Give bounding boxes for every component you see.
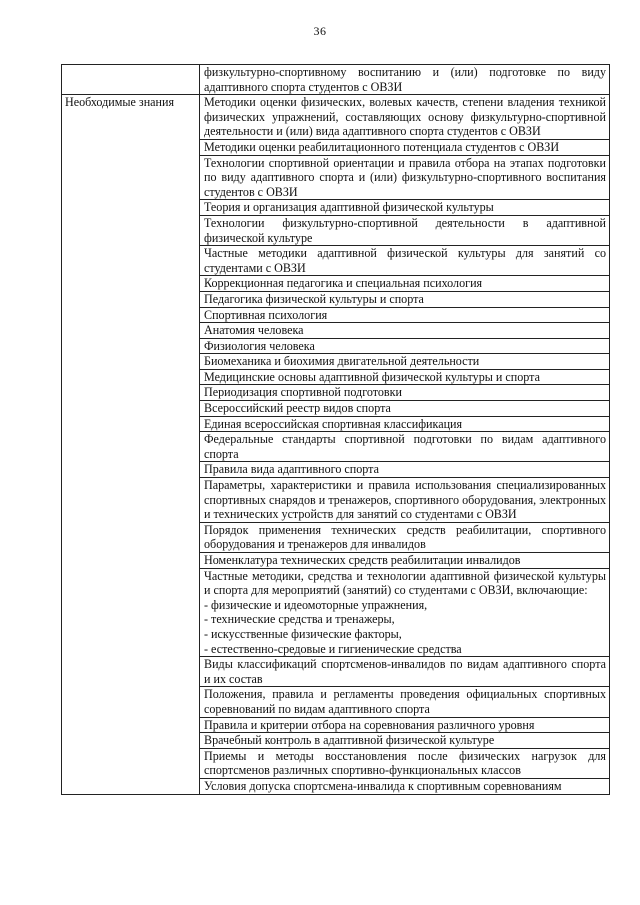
requirement-text: Биомеханика и биохимия двигательной деятельности [204, 354, 480, 369]
table-row [62, 95, 610, 140]
requirement-cell [200, 385, 610, 401]
requirement-text: Всероссийский реестр видов спорта [204, 401, 391, 416]
requirement-cell [200, 733, 610, 749]
requirement-list-item: - технические средства и тренажеры, [204, 612, 395, 627]
requirement-cell [200, 478, 610, 523]
requirement-cell [200, 139, 610, 155]
requirement-text: Номенклатура технических средств реабилитации инвалидов [204, 553, 521, 567]
requirement-text: Виды классификаций спортсменов-инвалидов по видам адаптивного спорта и их состав [204, 657, 606, 686]
requirements-table [61, 64, 610, 795]
requirement-cell [200, 95, 610, 140]
requirement-cell [200, 462, 610, 478]
requirement-text: Параметры, характеристики и правила использования специализированных спортивных снарядов и тренажеров, спортивного оборудования, электронных и технических устройств для занятий со студентами с ОВЗИ [204, 478, 606, 522]
requirement-text: Спортивная психология [204, 307, 328, 322]
requirement-text: Частные методики адаптивной физической культуры для занятий со студентами с ОВЗИ [204, 246, 606, 275]
requirement-text: Методики оценки реабилитационного потенциала студентов с ОВЗИ [204, 139, 560, 154]
requirement-text: Коррекционная педагогика и специальная психология [204, 276, 483, 291]
requirement-cell [200, 200, 610, 216]
requirement-cell [200, 687, 610, 717]
requirement-cell [200, 416, 610, 432]
requirement-cell [200, 155, 610, 200]
requirement-text: Положения, правила и регламенты проведения официальных спортивных соревнований по видам адаптивного спорта [204, 687, 606, 716]
requirement-text: Физиология человека [204, 338, 315, 353]
requirement-list-item: - естественно-средовые и гигиенические средства [204, 641, 462, 656]
requirement-cell [200, 276, 610, 292]
requirement-text: Порядок применения технических средств реабилитации, спортивного оборудования и тренажеров для инвалидов [204, 522, 606, 552]
requirement-cell [200, 748, 610, 778]
label-cell-required-knowledge: Необходимые знания [62, 95, 200, 794]
requirement-cell [200, 291, 610, 307]
requirement-cell [200, 401, 610, 417]
requirement-text: Единая всероссийская спортивная классификация [204, 416, 463, 431]
requirement-cell [200, 307, 610, 323]
requirement-text: Врачебный контроль в адаптивной физической культуре [204, 733, 495, 748]
requirement-cell [200, 657, 610, 687]
requirement-text: Медицинские основы адаптивной физической культуры и спорта [204, 369, 540, 384]
requirement-text: Правила и критерии отбора на соревнования различного уровня [204, 717, 535, 732]
requirement-cell [200, 338, 610, 354]
table-body [62, 65, 610, 795]
requirement-text: Правила вида адаптивного спорта [204, 462, 379, 477]
requirement-cell [200, 568, 610, 657]
requirement-text: Условия допуска спортсмена-инвалида к спортивным соревнованиям [204, 778, 562, 793]
requirement-cell [200, 369, 610, 385]
requirement-cell [200, 246, 610, 276]
requirement-list-item: - искусственные физические факторы, [204, 626, 402, 641]
requirement-text: Технологии спортивной ориентации и правила отбора на этапах подготовки по виду адаптивного спорта и (или) физкультурно-спортивного воспитания студентов с ОВЗИ [204, 155, 606, 199]
requirement-text: Педагогика физической культуры и спорта [204, 291, 424, 306]
requirement-text: физкультурно-спортивному воспитанию и (или) подготовке по виду адаптивного спорта студентов с ОВЗИ [204, 65, 606, 94]
page-number: 36 [313, 24, 327, 38]
requirement-cell [200, 717, 610, 733]
table-row [62, 65, 610, 95]
requirement-cell [200, 522, 610, 552]
requirement-cell [200, 65, 610, 95]
requirement-text: Приемы и методы восстановления после физических нагрузок для спортсменов различных спортивно-функциональных классов [204, 748, 606, 778]
requirement-cell [200, 354, 610, 370]
requirement-cell [200, 323, 610, 339]
requirement-cell [200, 215, 610, 245]
requirement-text: Теория и организация адаптивной физической культуры [204, 200, 494, 215]
requirement-text: Методики оценки физических, волевых качеств, степени владения техникой физических упражнений, составляющих основу физкультурно-спортивной деятельности и (или) вида адаптивного спорта студентов с ОВЗИ [204, 95, 606, 139]
requirement-text: Частные методики, средства и технологии адаптивной физической культуры и спорта для мероприятий (занятий) со студентами с ОВЗИ, включающие: [204, 568, 606, 598]
requirement-cell [200, 778, 610, 794]
requirement-text: Федеральные стандарты спортивной подготовки по видам адаптивного спорта [204, 432, 606, 461]
requirement-cell [200, 432, 610, 462]
requirement-text: Технологии физкультурно-спортивной деятельности в адаптивной физической культуре [204, 215, 606, 245]
requirement-text: Периодизация спортивной подготовки [204, 385, 402, 400]
requirement-cell [200, 553, 610, 569]
requirement-text: Анатомия человека [204, 323, 304, 338]
label-cell-empty [62, 65, 200, 95]
requirement-list-item: - физические и идеомоторные упражнения, [204, 597, 428, 612]
